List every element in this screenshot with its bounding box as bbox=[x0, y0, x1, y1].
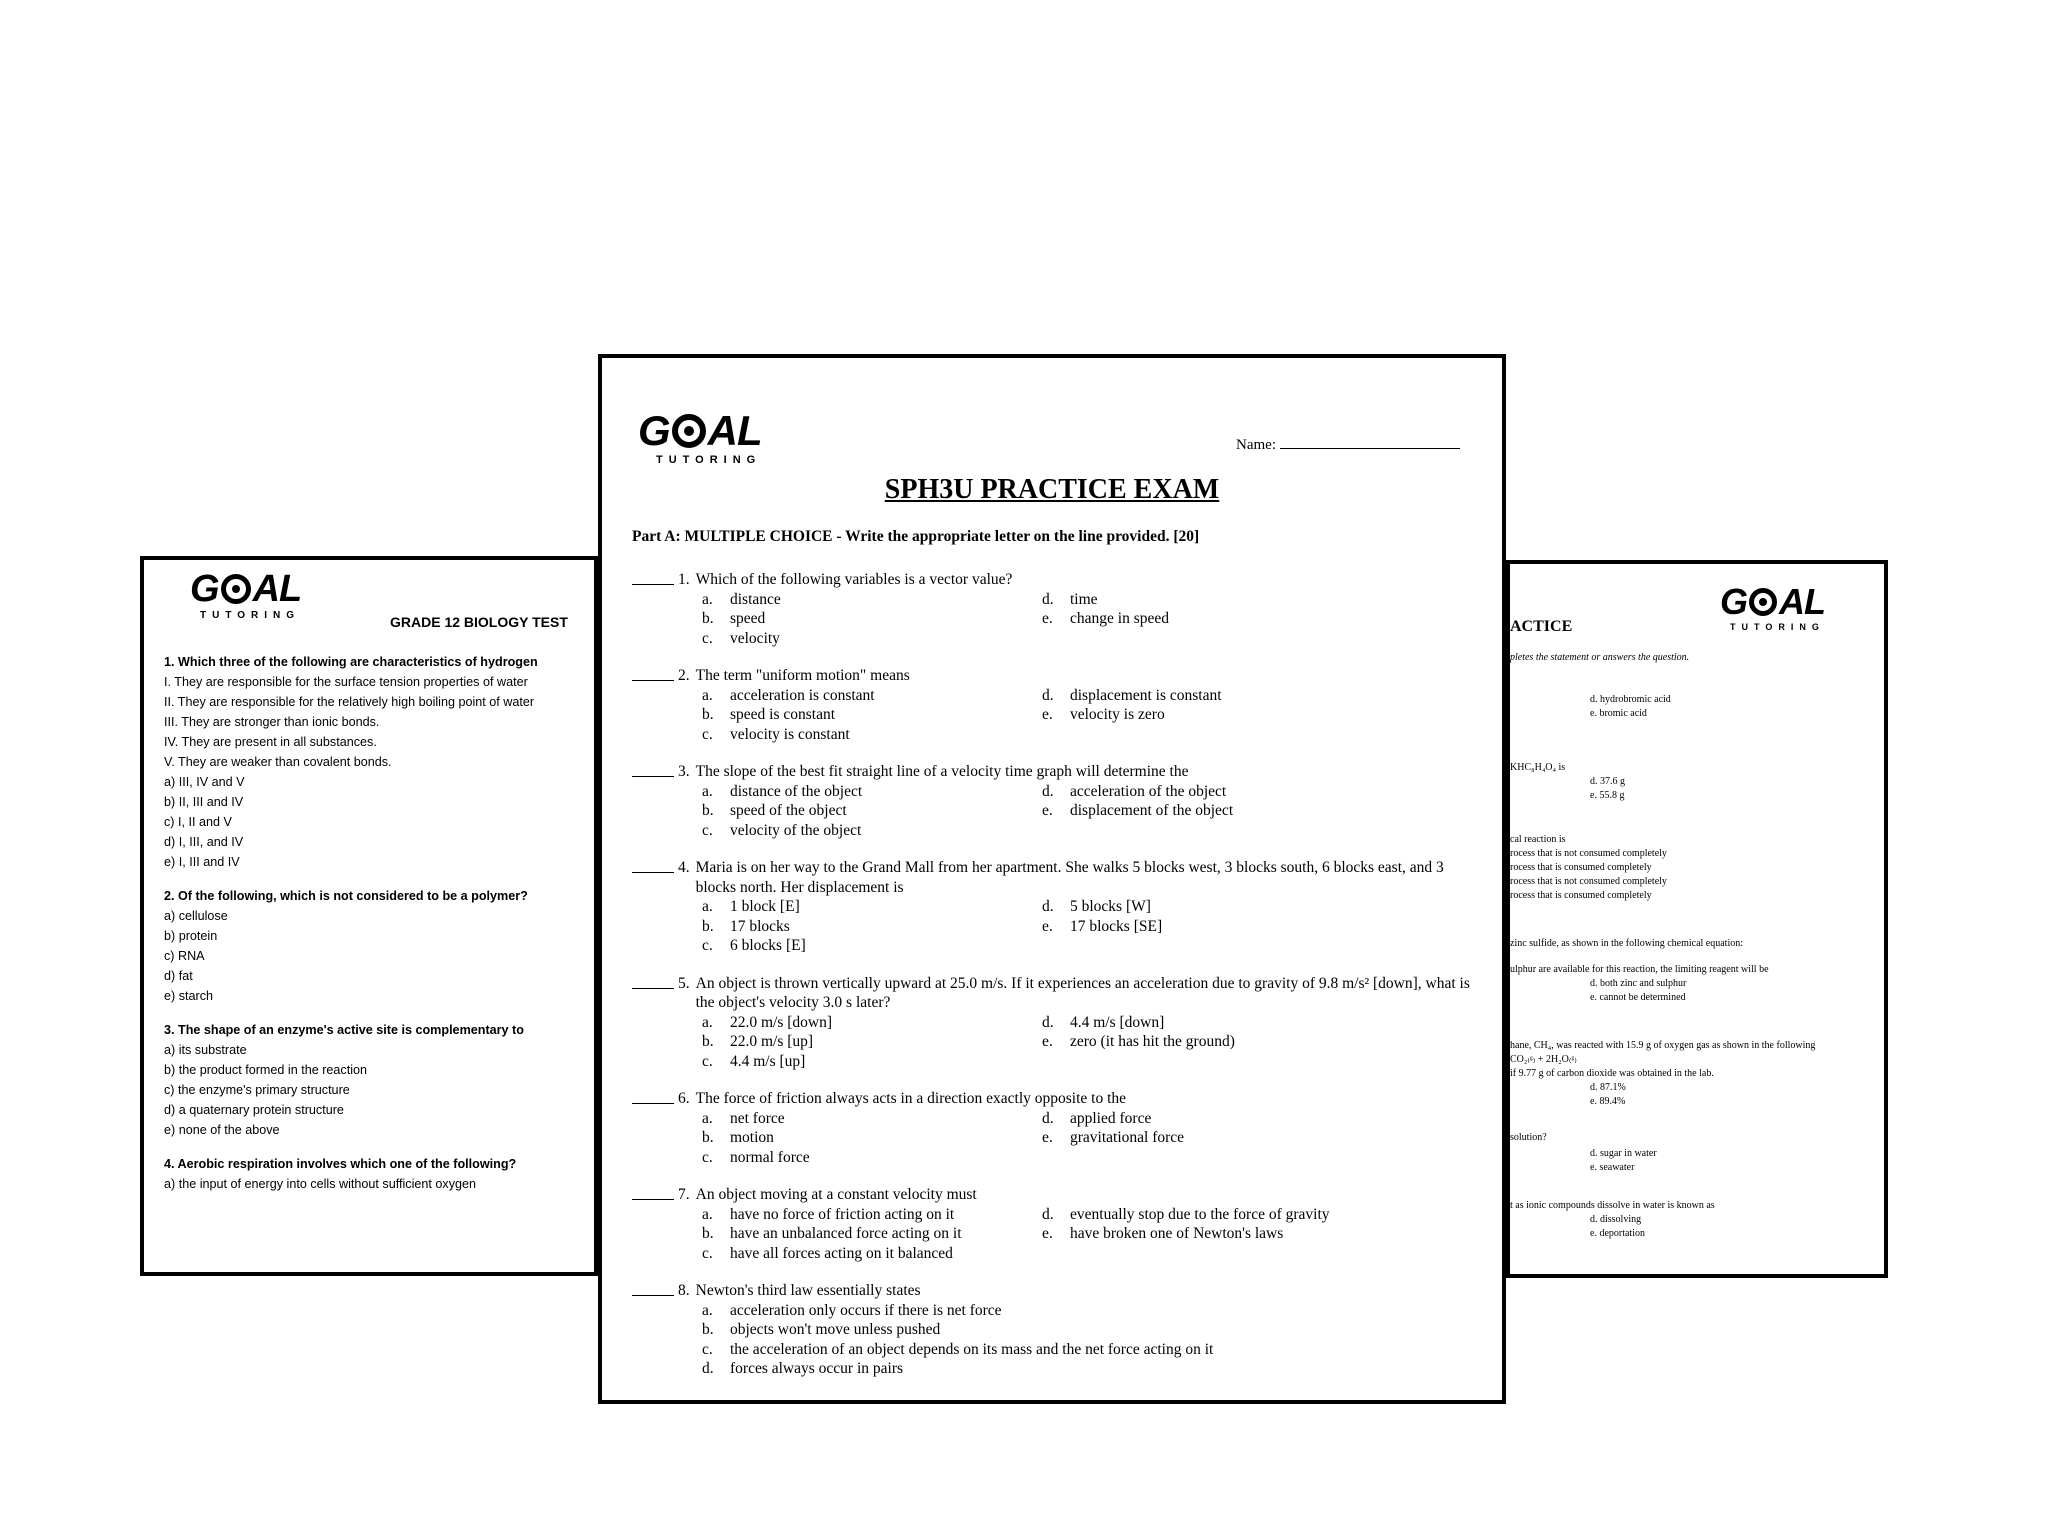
option-text: distance bbox=[730, 590, 781, 608]
answer-line: d) I, III, and IV bbox=[164, 835, 244, 849]
target-icon bbox=[1749, 588, 1777, 616]
option-letter: a. bbox=[702, 590, 713, 608]
answer-blank bbox=[632, 974, 674, 989]
option-letter: a. bbox=[702, 898, 713, 915]
text-line: ulphur are available for this reaction, the limiting reagent will be bbox=[1510, 964, 1769, 975]
option-letter: d. bbox=[1042, 590, 1054, 608]
text-line: d. dissolving bbox=[1590, 1214, 1642, 1225]
option-letter: c. bbox=[702, 629, 713, 647]
text-line: d. 87.1% bbox=[1590, 1082, 1626, 1093]
answer-option bbox=[702, 1148, 1042, 1168]
option-letter: c. bbox=[702, 725, 713, 743]
page-title: GRADE 12 BIOLOGY TEST bbox=[390, 614, 568, 630]
option-text: distance of the object bbox=[730, 782, 863, 800]
logo-letters-al: AL bbox=[707, 407, 762, 454]
question-stem bbox=[632, 974, 1482, 1013]
option-list bbox=[702, 897, 1482, 956]
target-icon bbox=[221, 574, 251, 604]
question-stem bbox=[632, 570, 1482, 590]
instructions: pletes the statement or answers the question. bbox=[1510, 652, 1690, 663]
answer-option bbox=[702, 686, 1042, 706]
answer-option bbox=[1042, 1109, 1382, 1129]
goal-tutoring-logo bbox=[638, 407, 762, 466]
option-letter: a. bbox=[702, 686, 713, 704]
answer-line: V. They are weaker than covalent bonds. bbox=[164, 755, 392, 769]
answer-option bbox=[702, 1224, 1042, 1244]
question-item bbox=[632, 1281, 1482, 1379]
option-text: acceleration only occurs if there is net force bbox=[730, 1301, 1002, 1319]
answer-line: b) protein bbox=[164, 929, 218, 943]
physics-exam-page bbox=[598, 354, 1506, 1404]
option-letter: d. bbox=[1042, 1205, 1054, 1223]
answer-option bbox=[1042, 686, 1382, 706]
answer-line: c) the enzyme's primary structure bbox=[164, 1083, 350, 1097]
answer-option bbox=[702, 1244, 1042, 1264]
option-text: objects won't move unless pushed bbox=[730, 1321, 941, 1338]
question-item bbox=[632, 762, 1482, 840]
question-text: Maria is on her way to the Grand Mall from her apartment. She walks 5 blocks west, 3 blocks south, 6 blocks east, and 3 blocks north. Her displacement is bbox=[695, 859, 1444, 896]
option-letter: e. bbox=[1042, 1033, 1053, 1050]
answer-option bbox=[702, 725, 1042, 745]
option-text: 17 blocks bbox=[730, 917, 790, 935]
text-line: e. bromic acid bbox=[1590, 708, 1647, 719]
answer-option bbox=[702, 1128, 1042, 1148]
text-line: solution? bbox=[1510, 1132, 1547, 1143]
answer-option bbox=[1042, 705, 1382, 725]
option-list bbox=[702, 1301, 1482, 1379]
question-stem bbox=[632, 1089, 1482, 1109]
option-text: speed is constant bbox=[730, 706, 836, 723]
option-text: time bbox=[1070, 590, 1098, 608]
answer-option bbox=[702, 897, 1042, 917]
option-letter: b. bbox=[702, 610, 714, 627]
option-text: zero (it has hit the ground) bbox=[1070, 1033, 1235, 1050]
logo-subtitle: TUTORING bbox=[1730, 622, 1825, 632]
question-number: 8. bbox=[678, 1282, 690, 1299]
text-line: e. deportation bbox=[1590, 1228, 1645, 1239]
answer-blank bbox=[632, 858, 674, 873]
option-letter: d. bbox=[1042, 1013, 1054, 1031]
name-label: Name: bbox=[1236, 437, 1276, 453]
logo-letter-g: G bbox=[638, 407, 670, 454]
answer-option bbox=[1042, 1224, 1382, 1244]
question-item bbox=[632, 858, 1482, 956]
text-line: rocess that is consumed completely bbox=[1510, 862, 1652, 873]
text-line: CO₂₍ᵍ₎ + 2H₂O₍ᵍ₎ bbox=[1510, 1054, 1577, 1065]
answer-line: e) starch bbox=[164, 989, 213, 1003]
option-letter: c. bbox=[702, 937, 713, 954]
answer-option bbox=[1042, 1013, 1382, 1033]
option-letter: e. bbox=[1042, 1225, 1053, 1242]
option-text: net force bbox=[730, 1109, 785, 1127]
answer-blank bbox=[632, 666, 674, 681]
logo-subtitle: TUTORING bbox=[200, 610, 301, 621]
option-letter: a. bbox=[702, 1301, 713, 1319]
answer-option bbox=[702, 1340, 1302, 1360]
question-list bbox=[632, 570, 1482, 1397]
question-item bbox=[632, 1089, 1482, 1167]
question-stem: 1. Which three of the following are characteristics of hydrogen bbox=[164, 655, 538, 669]
option-text: velocity bbox=[730, 629, 780, 647]
text-line: rocess that is not consumed completely bbox=[1510, 848, 1667, 859]
option-text: displacement of the object bbox=[1070, 802, 1234, 819]
option-letter: b. bbox=[702, 1225, 714, 1242]
answer-blank bbox=[632, 762, 674, 777]
answer-option bbox=[702, 629, 1042, 649]
answer-option bbox=[1042, 917, 1382, 937]
logo-letters-al: AL bbox=[252, 568, 302, 610]
option-text: normal force bbox=[730, 1148, 810, 1166]
page-title: ACTICE bbox=[1510, 618, 1573, 635]
text-line: d. hydrobromic acid bbox=[1590, 694, 1671, 705]
answer-line: IV. They are present in all substances. bbox=[164, 735, 377, 749]
text-line: rocess that is consumed completely bbox=[1510, 890, 1652, 901]
option-letter: c. bbox=[702, 1340, 713, 1358]
answer-option bbox=[1042, 1128, 1382, 1148]
option-letter: a. bbox=[702, 1109, 713, 1127]
option-letter: a. bbox=[702, 1013, 713, 1031]
answer-line: b) II, III and IV bbox=[164, 795, 244, 809]
option-letter: e. bbox=[1042, 917, 1053, 935]
answer-option bbox=[1042, 897, 1382, 917]
option-letter: e. bbox=[1042, 802, 1053, 819]
option-letter: d. bbox=[1042, 1109, 1054, 1127]
question-text: Newton's third law essentially states bbox=[695, 1282, 921, 1299]
answer-option bbox=[1042, 590, 1382, 610]
question-number: 5. bbox=[678, 974, 690, 992]
answer-option bbox=[702, 1109, 1042, 1129]
answer-line: III. They are stronger than ionic bonds. bbox=[164, 715, 380, 729]
option-text: acceleration is constant bbox=[730, 686, 875, 704]
option-letter: b. bbox=[702, 917, 714, 935]
option-text: have an unbalanced force acting on it bbox=[730, 1225, 962, 1242]
answer-option bbox=[1042, 609, 1382, 629]
option-letter: e. bbox=[1042, 706, 1053, 723]
option-text: gravitational force bbox=[1070, 1129, 1185, 1146]
answer-line: e) none of the above bbox=[164, 1123, 280, 1137]
text-line: zinc sulfide, as shown in the following chemical equation: bbox=[1510, 938, 1743, 949]
answer-line: a) cellulose bbox=[164, 909, 228, 923]
text-line: cal reaction is bbox=[1510, 834, 1566, 845]
question-text: The force of friction always acts in a direction exactly opposite to the bbox=[695, 1090, 1127, 1107]
question-item bbox=[632, 570, 1482, 648]
question-stem bbox=[632, 1185, 1482, 1205]
question-text: An object is thrown vertically upward at 25.0 m/s. If it experiences an acceleration due to gravity of 9.8 m/s² [down], what is the object's velocity 3.0 s later? bbox=[695, 974, 1470, 1011]
question-stem: 3. The shape of an enzyme's active site is complementary to bbox=[164, 1023, 524, 1037]
option-text: have all forces acting on it balanced bbox=[730, 1244, 953, 1262]
answer-line: a) its substrate bbox=[164, 1043, 247, 1057]
part-a-heading: Part A: MULTIPLE CHOICE - Write the appropriate letter on the line provided. [20] bbox=[632, 528, 1200, 545]
name-field bbox=[1236, 436, 1460, 454]
option-letter: c. bbox=[702, 821, 713, 839]
option-list bbox=[702, 1109, 1482, 1168]
answer-option bbox=[1042, 801, 1382, 821]
text-line: d. sugar in water bbox=[1590, 1148, 1657, 1159]
option-letter: d. bbox=[1042, 686, 1054, 704]
option-letter: a. bbox=[702, 782, 713, 800]
answer-line: a) the input of energy into cells without sufficient oxygen bbox=[164, 1177, 476, 1191]
logo-letter-g: G bbox=[190, 568, 219, 610]
target-icon bbox=[672, 414, 706, 448]
option-text: eventually stop due to the force of gravity bbox=[1070, 1205, 1330, 1223]
option-list bbox=[702, 590, 1482, 649]
exam-title: SPH3U PRACTICE EXAM bbox=[884, 474, 1220, 505]
option-text: applied force bbox=[1070, 1109, 1152, 1127]
option-text: velocity is zero bbox=[1070, 706, 1165, 723]
option-text: 1 block [E] bbox=[730, 898, 800, 915]
answer-blank bbox=[632, 570, 674, 585]
option-letter: b. bbox=[702, 1321, 714, 1338]
answer-option bbox=[1042, 782, 1382, 802]
answer-line: b) the product formed in the reaction bbox=[164, 1063, 368, 1077]
option-text: 22.0 m/s [up] bbox=[730, 1033, 814, 1050]
text-line: e. cannot be determined bbox=[1590, 992, 1686, 1003]
option-letter: c. bbox=[702, 1052, 713, 1070]
answer-blank bbox=[632, 1281, 674, 1296]
logo-letter-g: G bbox=[1720, 581, 1748, 622]
biology-test-page bbox=[140, 556, 598, 1276]
option-text: speed bbox=[730, 610, 766, 627]
option-letter: b. bbox=[702, 802, 714, 819]
option-letter: c. bbox=[702, 1244, 713, 1262]
option-letter: d. bbox=[1042, 898, 1054, 915]
option-text: 22.0 m/s [down] bbox=[730, 1013, 833, 1031]
question-text: The slope of the best fit straight line of a velocity time graph will determine the bbox=[695, 763, 1189, 780]
question-number: 4. bbox=[678, 859, 690, 876]
option-text: velocity is constant bbox=[730, 725, 850, 743]
question-item bbox=[632, 974, 1482, 1072]
chemistry-practice-page bbox=[1506, 560, 1888, 1278]
option-text: 4.4 m/s [down] bbox=[1070, 1013, 1165, 1031]
option-text: 5 blocks [W] bbox=[1070, 898, 1151, 915]
answer-option bbox=[702, 1301, 1302, 1321]
text-line: e. seawater bbox=[1590, 1162, 1635, 1173]
answer-line: d) fat bbox=[164, 969, 193, 983]
option-letter: a. bbox=[702, 1205, 713, 1223]
answer-option bbox=[702, 917, 1042, 937]
answer-line: c) I, II and V bbox=[164, 815, 232, 829]
question-list bbox=[164, 652, 598, 1194]
option-letter: e. bbox=[1042, 1129, 1053, 1146]
answer-option bbox=[1042, 1205, 1382, 1225]
logo-letters-al: AL bbox=[1779, 581, 1826, 622]
answer-option bbox=[702, 1320, 1302, 1340]
answer-option bbox=[702, 782, 1042, 802]
question-text: The term "uniform motion" means bbox=[695, 667, 910, 684]
answer-line: e) I, III and IV bbox=[164, 855, 240, 869]
goal-tutoring-logo bbox=[190, 570, 301, 621]
text-line: e. 55.8 g bbox=[1590, 790, 1625, 801]
answer-line: d) a quaternary protein structure bbox=[164, 1103, 344, 1117]
answer-option bbox=[702, 705, 1042, 725]
question-number: 7. bbox=[678, 1186, 690, 1203]
question-stem: 2. Of the following, which is not considered to be a polymer? bbox=[164, 889, 528, 903]
answer-line: I. They are responsible for the surface tension properties of water bbox=[164, 675, 528, 689]
question-stem bbox=[632, 762, 1482, 782]
answer-option bbox=[702, 1052, 1042, 1072]
option-letter: c. bbox=[702, 1148, 713, 1166]
question-number: 2. bbox=[678, 667, 690, 684]
question-item bbox=[632, 1185, 1482, 1263]
option-letter: b. bbox=[702, 1129, 714, 1146]
text-line: d. 37.6 g bbox=[1590, 776, 1625, 787]
option-text: have no force of friction acting on it bbox=[730, 1205, 955, 1223]
option-text: motion bbox=[730, 1129, 774, 1146]
answer-option bbox=[702, 1032, 1042, 1052]
answer-option bbox=[702, 1205, 1042, 1225]
option-text: acceleration of the object bbox=[1070, 782, 1227, 800]
option-text: the acceleration of an object depends on its mass and the net force acting on it bbox=[730, 1340, 1214, 1358]
option-text: have broken one of Newton's laws bbox=[1070, 1225, 1284, 1242]
option-letter: e. bbox=[1042, 610, 1053, 627]
question-number: 1. bbox=[678, 571, 690, 588]
option-text: velocity of the object bbox=[730, 821, 862, 839]
option-letter: d. bbox=[702, 1360, 714, 1377]
answer-option bbox=[702, 1359, 1302, 1379]
answer-line: a) III, IV and V bbox=[164, 775, 245, 789]
answer-option bbox=[702, 801, 1042, 821]
goal-tutoring-logo bbox=[1720, 581, 1826, 632]
option-text: change in speed bbox=[1070, 610, 1169, 627]
answer-option bbox=[702, 936, 1042, 956]
question-stem bbox=[632, 666, 1482, 686]
option-text: 4.4 m/s [up] bbox=[730, 1052, 806, 1070]
answer-option bbox=[702, 609, 1042, 629]
text-line: KHC₈H₄O₄ is bbox=[1510, 762, 1566, 773]
option-text: displacement is constant bbox=[1070, 686, 1222, 704]
answer-line: c) RNA bbox=[164, 949, 205, 963]
question-stem bbox=[632, 1281, 1482, 1301]
question-item bbox=[632, 666, 1482, 744]
option-list bbox=[702, 782, 1482, 841]
answer-option bbox=[702, 590, 1042, 610]
answer-line: II. They are responsible for the relatively high boiling point of water bbox=[164, 695, 535, 709]
option-text: 17 blocks [SE] bbox=[1070, 917, 1163, 935]
question-text: Which of the following variables is a vector value? bbox=[695, 571, 1013, 588]
option-list bbox=[702, 1013, 1482, 1072]
answer-option bbox=[702, 821, 1042, 841]
question-number: 3. bbox=[678, 763, 690, 780]
answer-blank bbox=[632, 1185, 674, 1200]
text-line: e. 89.4% bbox=[1590, 1096, 1626, 1107]
question-number: 6. bbox=[678, 1090, 690, 1107]
option-letter: d. bbox=[1042, 782, 1054, 800]
option-text: forces always occur in pairs bbox=[730, 1360, 904, 1377]
text-line: hane, CH₄, was reacted with 15.9 g of oxygen gas as shown in the following bbox=[1510, 1040, 1816, 1051]
option-text: speed of the object bbox=[730, 802, 847, 819]
option-list bbox=[702, 1205, 1482, 1264]
text-line: t as ionic compounds dissolve in water is known as bbox=[1510, 1200, 1715, 1211]
text-line: d. both zinc and sulphur bbox=[1590, 978, 1687, 989]
question-stem: 4. Aerobic respiration involves which one of the following? bbox=[164, 1157, 517, 1171]
logo-subtitle: TUTORING bbox=[656, 454, 762, 466]
question-stem bbox=[632, 858, 1482, 897]
question-text: An object moving at a constant velocity must bbox=[695, 1186, 977, 1203]
option-text: 6 blocks [E] bbox=[730, 937, 806, 954]
option-letter: b. bbox=[702, 706, 714, 723]
option-list bbox=[702, 686, 1482, 745]
text-line: rocess that is not consumed completely bbox=[1510, 876, 1667, 887]
answer-option bbox=[702, 1013, 1042, 1033]
option-letter: b. bbox=[702, 1033, 714, 1050]
answer-option bbox=[1042, 1032, 1382, 1052]
text-line: if 9.77 g of carbon dioxide was obtained in the lab. bbox=[1510, 1068, 1714, 1079]
answer-blank bbox=[632, 1089, 674, 1104]
name-line bbox=[1280, 436, 1460, 449]
